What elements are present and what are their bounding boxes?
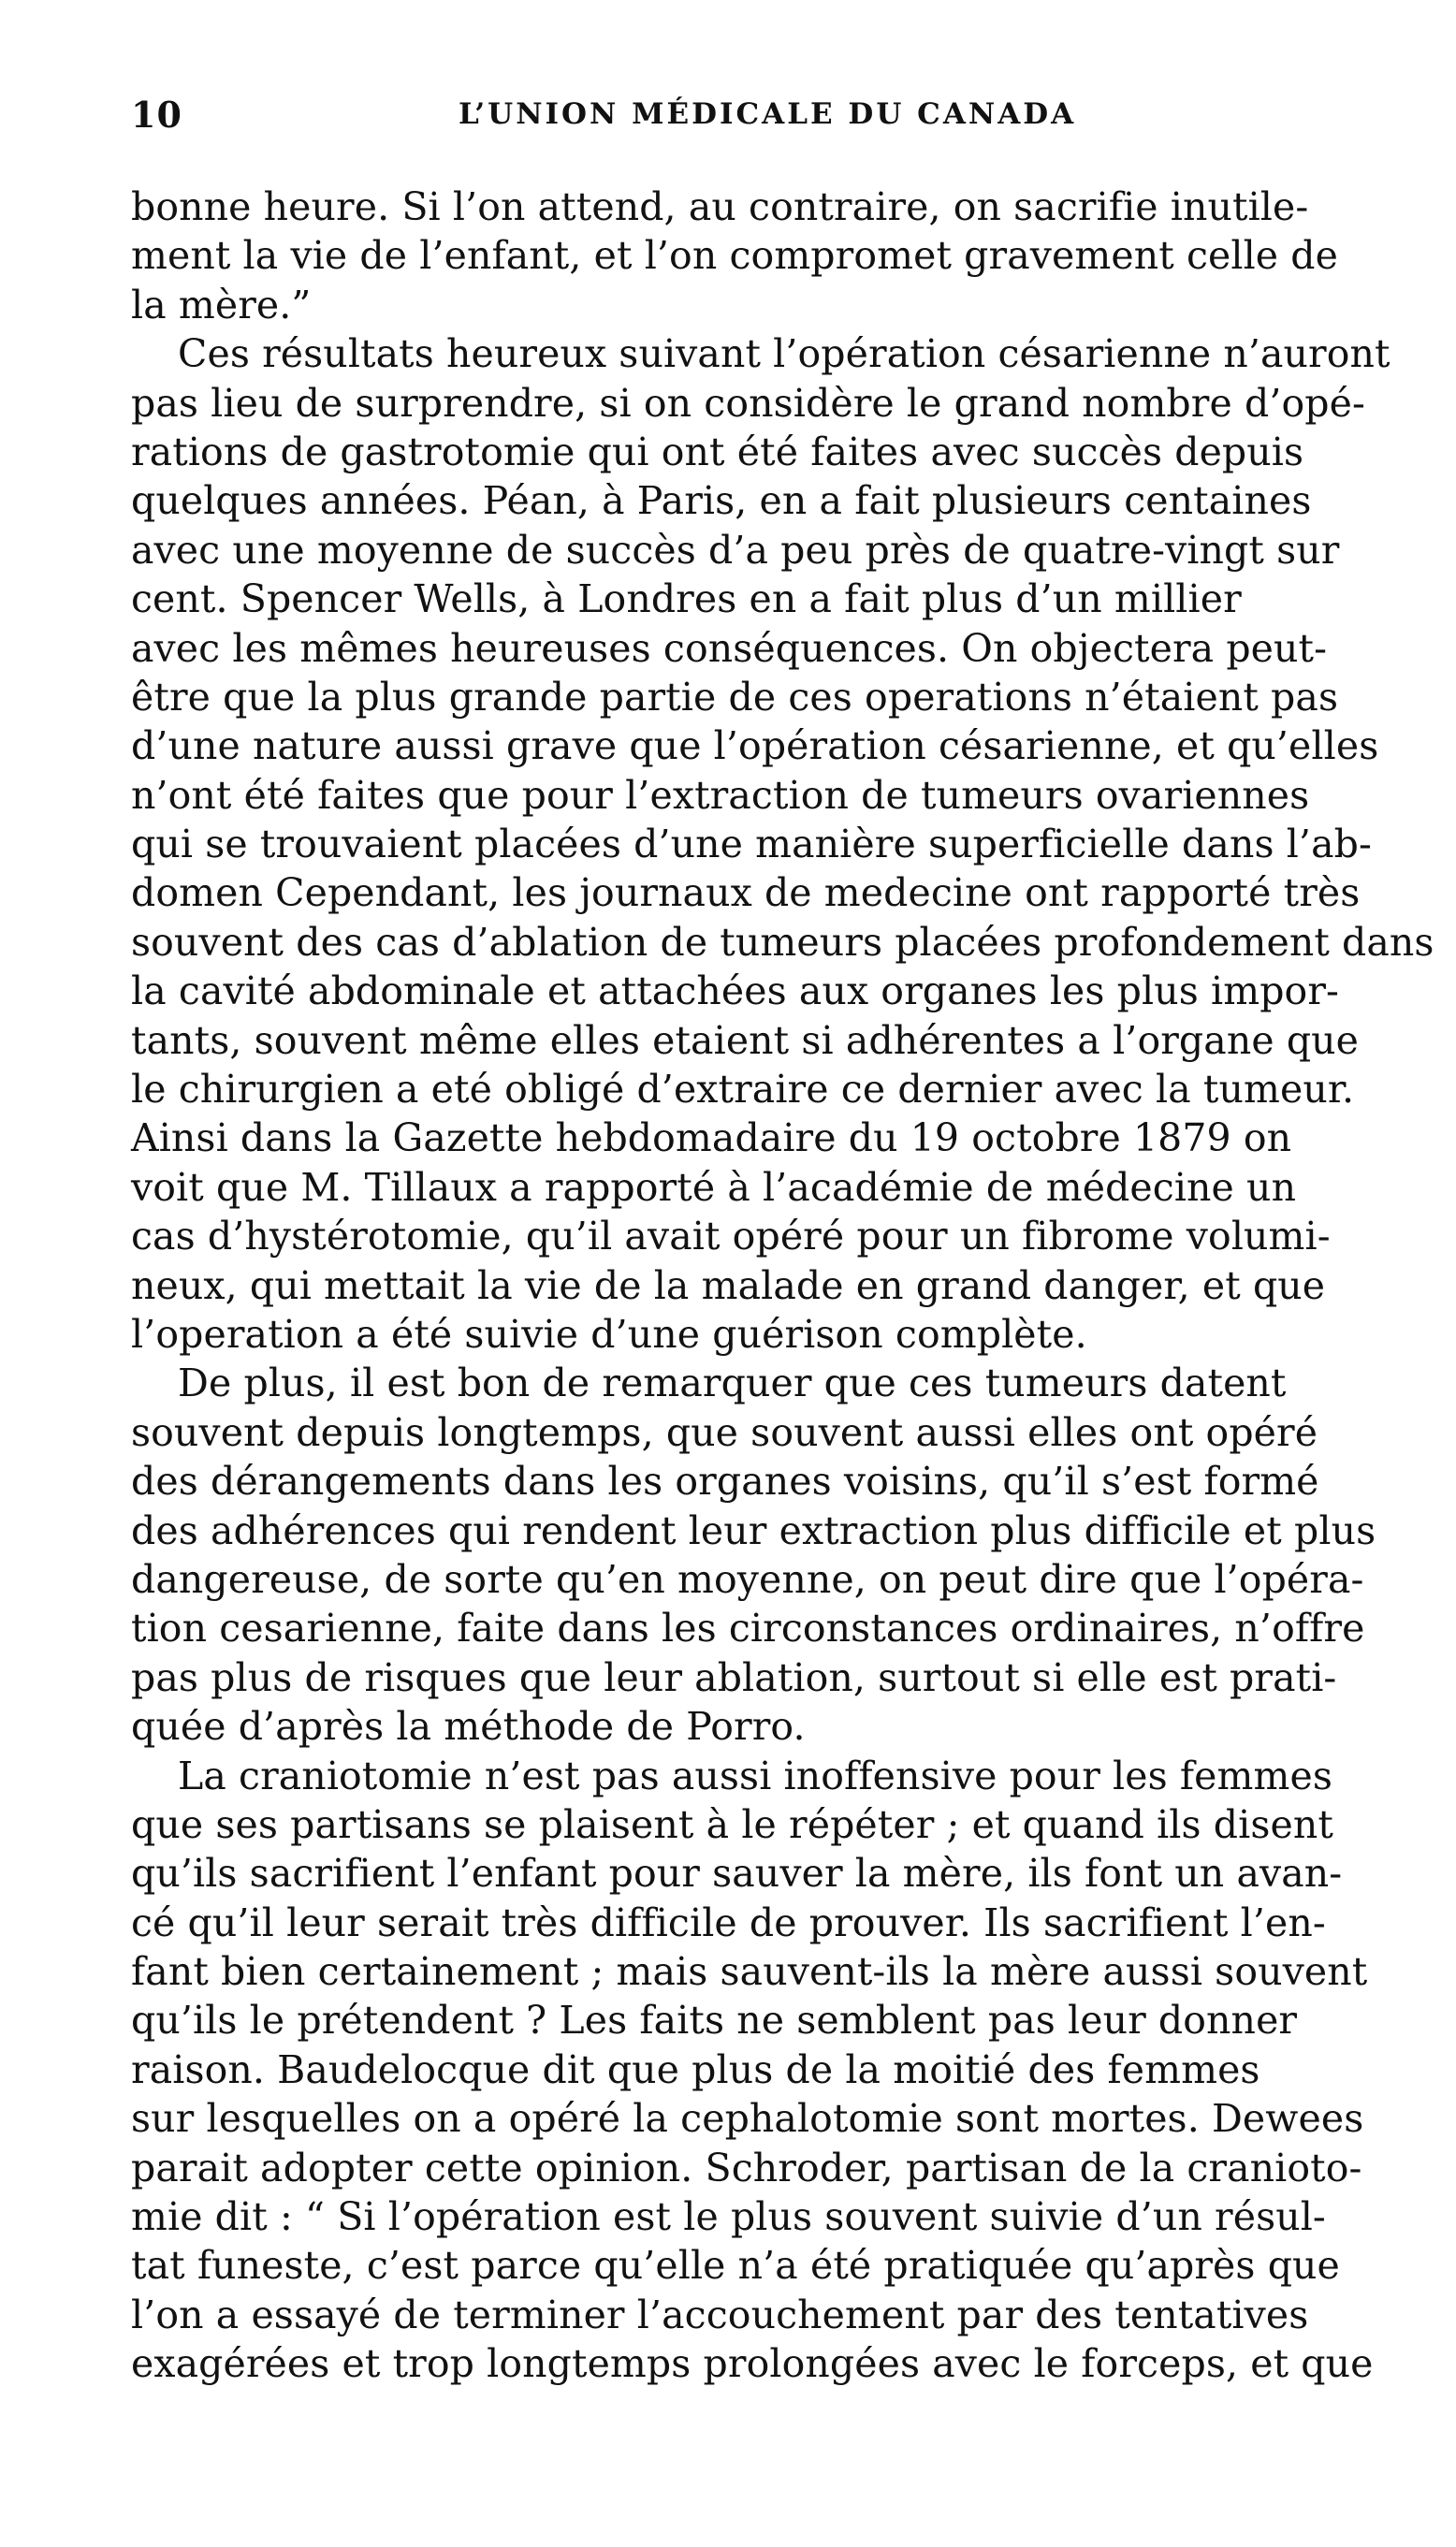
text-line: qu’ils sacrifient l’enfant pour sauver la mère, ils font un avan- (131, 1851, 1343, 1897)
text-line: souvent depuis longtemps, que souvent aussi elles ont opéré (131, 1409, 1318, 1455)
text-line: rations de gastrotomie qui ont été faites avec succès depuis (131, 429, 1304, 474)
text-line: voit que M. Tillaux a rapporté à l’académie de médecine un (131, 1164, 1297, 1210)
page-number: 10 (131, 94, 182, 136)
text-line: avec les mêmes heureuses conséquences. On objectera peut- (131, 625, 1328, 671)
text-line: avec une moyenne de succès d’a peu près de quatre-vingt sur (131, 527, 1340, 573)
text-line: Ainsi dans la Gazette hebdomadaire du 19 octobre 1879 on (131, 1115, 1292, 1161)
text-line: la mère.” (131, 282, 312, 327)
paragraph-start-line: Ces résultats heureux suivant l’opération césarienne n’auront (178, 331, 1390, 377)
text-line: que ses partisans se plaisent à le répéter ; et quand ils disent (131, 1801, 1333, 1847)
text-line: sur lesquelles on a opéré la cephalotomie sont mortes. Dewees (131, 2096, 1364, 2142)
journal-title: L’UNION MÉDICALE DU CANADA (459, 97, 1077, 131)
text-line: parait adopter cette opinion. Schroder, partisan de la cranioto- (131, 2145, 1362, 2190)
text-line: quée d’après la méthode de Porro. (131, 1704, 806, 1750)
text-line: cé qu’il leur serait très difficile de prouver. Ils sacrifient l’en- (131, 1899, 1326, 1945)
text-line: être que la plus grande partie de ces operations n’étaient pas (131, 674, 1339, 720)
paragraph-start-line: La craniotomie n’est pas aussi inoffensive pour les femmes (178, 1753, 1332, 1798)
paragraph-start-line: De plus, il est bon de remarquer que ces tumeurs datent (178, 1361, 1287, 1406)
text-line: l’operation a été suivie d’une guérison complète. (131, 1311, 1087, 1357)
text-line: raison. Baudelocque dit que plus de la moitié des femmes (131, 2046, 1260, 2092)
body-text (131, 182, 1434, 2387)
text-line: domen Cependant, les journaux de medecine ont rapporté très (131, 870, 1361, 916)
text-line: mie dit : “ Si l’opération est le plus souvent suivie d’un résul- (131, 2194, 1326, 2240)
text-line: dangereuse, de sorte qu’en moyenne, on peut dire que l’opéra- (131, 1556, 1364, 1602)
text-line: exagérées et trop longtemps prolongées avec le forceps, et que (131, 2341, 1374, 2387)
text-line: souvent des cas d’ablation de tumeurs placées profondement dans (131, 919, 1434, 965)
text-line: cent. Spencer Wells, à Londres en a fait plus d’un millier (131, 576, 1242, 622)
text-line: d’une nature aussi grave que l’opération césarienne, et qu’elles (131, 723, 1379, 769)
text-line: la cavité abdominale et attachées aux organes les plus impor- (131, 968, 1339, 1014)
text-line: fant bien certainement ; mais sauvent-ils la mère aussi souvent (131, 1949, 1368, 1995)
text-line: tants, souvent même elles etaient si adhérentes a l’organe que (131, 1017, 1360, 1063)
running-head (131, 94, 1380, 150)
text-line: le chirurgien a eté obligé d’extraire ce dernier avec la tumeur. (131, 1067, 1355, 1113)
text-line: pas plus de risques que leur ablation, surtout si elle est prati- (131, 1654, 1337, 1700)
text-line: neux, qui mettait la vie de la malade en grand danger, et que (131, 1262, 1326, 1308)
text-line: tion cesarienne, faite dans les circonstances ordinaires, n’offre (131, 1606, 1365, 1652)
text-line: l’on a essayé de terminer l’accouchement par des tentatives (131, 2292, 1309, 2337)
text-line: tat funeste, c’est parce qu’elle n’a été pratiquée qu’après que (131, 2243, 1340, 2289)
text-line: cas d’hystérotomie, qu’il avait opéré pour un fibrome volumi- (131, 1214, 1331, 1259)
text-line: pas lieu de surprendre, si on considère le grand nombre d’opé- (131, 380, 1365, 426)
text-line: n’ont été faites que pour l’extraction de tumeurs ovariennes (131, 772, 1310, 818)
text-line: qu’ils le prétendent ? Les faits ne semblent pas leur donner (131, 1998, 1298, 2044)
text-line: ment la vie de l’enfant, et l’on compromet gravement celle de (131, 233, 1339, 279)
text-line: bonne heure. Si l’on attend, au contraire, on sacrifie inutile- (131, 184, 1309, 229)
text-line: des adhérences qui rendent leur extraction plus difficile et plus (131, 1507, 1376, 1553)
text-line: quelques années. Péan, à Paris, en a fait plusieurs centaines (131, 478, 1312, 524)
text-line: qui se trouvaient placées d’une manière superficielle dans l’ab- (131, 822, 1372, 867)
text-line: des dérangements dans les organes voisins, qu’il s’est formé (131, 1459, 1319, 1505)
